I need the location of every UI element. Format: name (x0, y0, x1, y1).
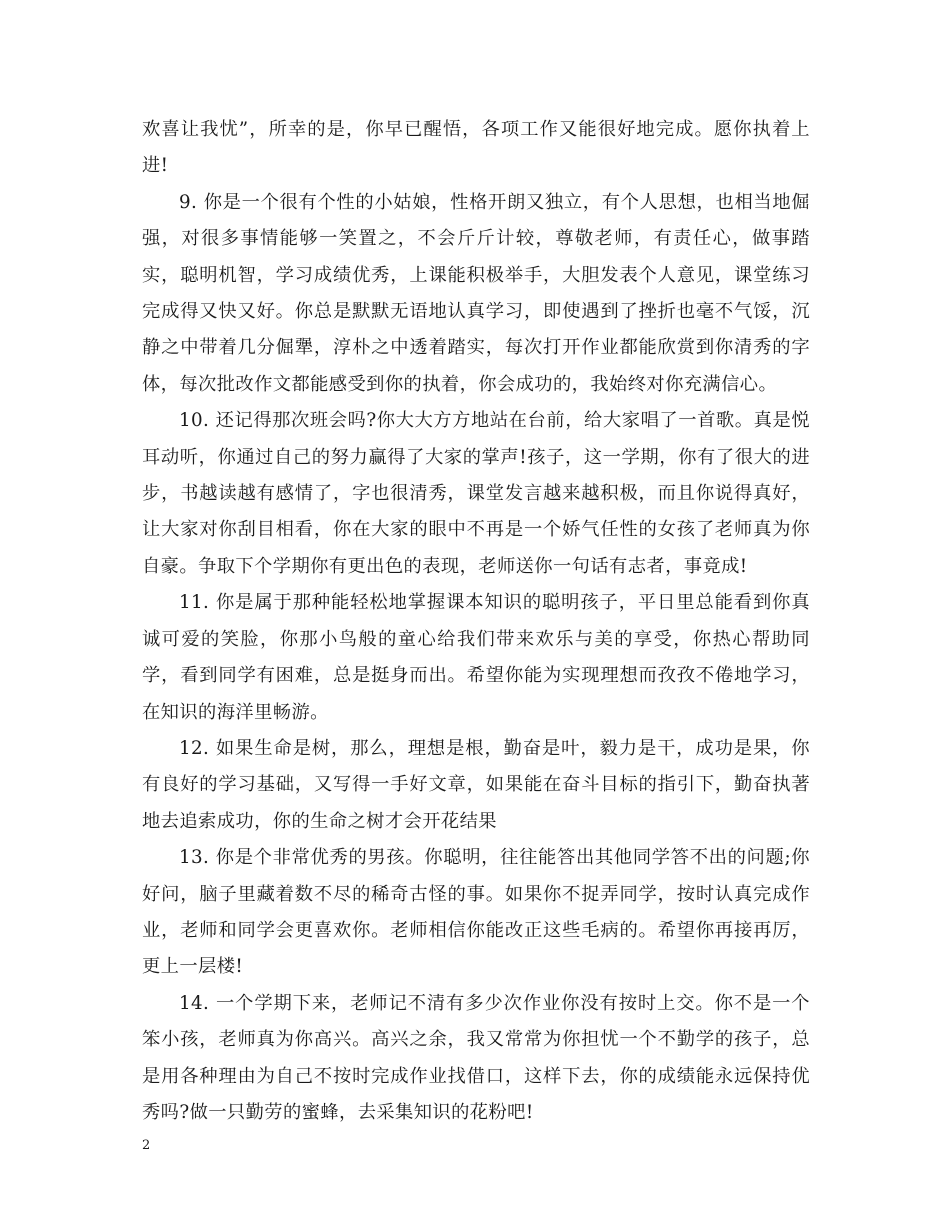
document-body (142, 112, 810, 1131)
paragraph-continuation: 欢喜让我忧”，所幸的是，你早已醒悟，各项工作又能很好地完成。愿你执着上进! (142, 119, 810, 177)
paragraph-item-14: 14. 一个学期下来，老师记不清有多少次作业你没有按时上交。你不是一个笨小孩，老师真为你高兴。高兴之余，我又常常为你担忧一个不勤学的孩子，总是用各种理由为自己不按时完成作业找借口，这样下去，你的成绩能永远保持优秀吗?做一只勤劳的蜜蜂，去采集知识的花粉吧! (142, 992, 810, 1123)
paragraph-item-11: 11. 你是属于那种能轻松地掌握课本知识的聪明孩子，平日里总能看到你真诚可爱的笑脸，你那小鸟般的童心给我们带来欢乐与美的享受，你热心帮助同学，看到同学有困难，总是挺身而出。希望你能为实现理想而孜孜不倦地学习，在知识的海洋里畅游。 (142, 592, 810, 723)
paragraph-item-10: 10. 还记得那次班会吗?你大大方方地站在台前，给大家唱了一首歌。真是悦耳动听，你通过自己的努力赢得了大家的掌声!孩子，这一学期，你有了很大的进步，书越读越有感情了，字也很清秀，课堂发言越来越积极，而且你说得真好，让大家对你刮目相看，你在大家的眼中不再是一个娇气任性的女孩了老师真为你自豪。争取下个学期你有更出色的表现，老师送你一句话有志者，事竟成! (142, 410, 810, 577)
page-number: 2 (142, 1138, 151, 1153)
paragraph-item-13: 13. 你是个非常优秀的男孩。你聪明，往往能答出其他同学答不出的问题;你好问，脑子里藏着数不尽的稀奇古怪的事。如果你不捉弄同学，按时认真完成作业，老师和同学会更喜欢你。老师相信你能改正这些毛病的。希望你再接再厉，更上一层楼! (142, 847, 810, 978)
paragraph-item-9: 9. 你是一个很有个性的小姑娘，性格开朗又独立，有个人思想，也相当地倔强，对很多事情能够一笑置之，不会斤斤计较，尊敬老师，有责任心，做事踏实，聪明机智，学习成绩优秀，上课能积极举手，大胆发表个人意见，课堂练习完成得又快又好。你总是默默无语地认真学习，即使遇到了挫折也毫不气馁，沉静之中带着几分倔犟，淳朴之中透着踏实，每次打开作业都能欣赏到你清秀的字体，每次批改作文都能感受到你的执着，你会成功的，我始终对你充满信心。 (142, 191, 810, 395)
paragraph-item-12: 12. 如果生命是树，那么，理想是根，勤奋是叶，毅力是干，成功是果，你有良好的学习基础，又写得一手好文章，如果能在奋斗目标的指引下，勤奋执著地去追索成功，你的生命之树才会开花结果 (142, 737, 810, 832)
